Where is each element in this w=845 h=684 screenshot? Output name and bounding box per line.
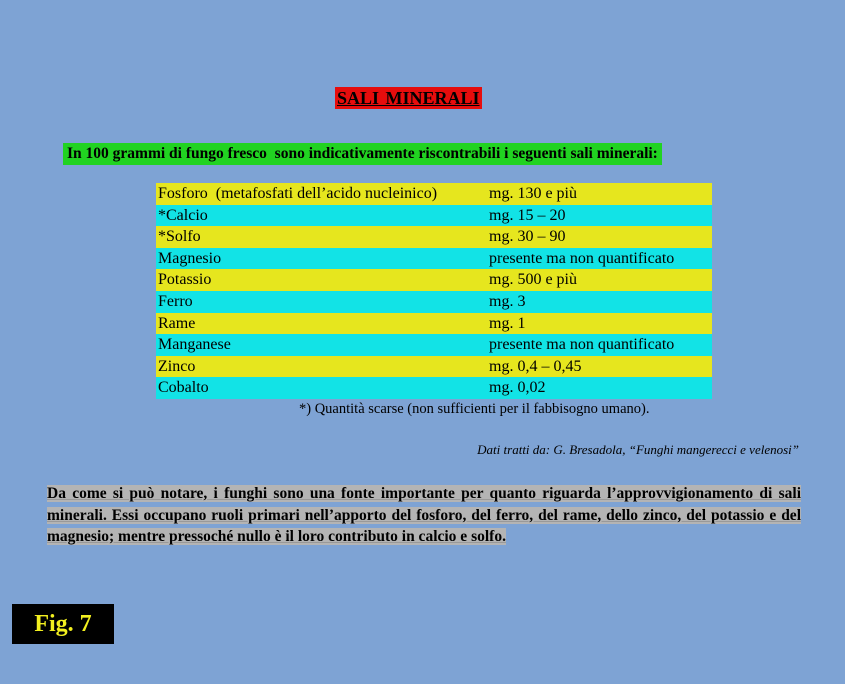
table-row	[156, 226, 712, 248]
table-intro: In 100 grammi di fungo fresco sono indicativamente riscontrabili i seguenti sali minerali:	[63, 143, 662, 165]
mineral-value: mg. 3	[489, 292, 526, 310]
table-row	[156, 291, 712, 313]
summary-paragraph	[47, 483, 801, 548]
minerals-table	[156, 183, 712, 399]
mineral-value: presente ma non quantificato	[489, 336, 675, 354]
mineral-name: Potassio	[158, 271, 212, 289]
mineral-name: Rame	[158, 314, 196, 332]
mineral-value: mg. 0,4 – 0,45	[489, 357, 582, 375]
table-footnote: *) Quantità scarse (non sufficienti per il fabbisogno umano).	[299, 401, 650, 417]
mineral-value: mg. 500 e più	[489, 271, 577, 289]
table-row	[156, 205, 712, 227]
mineral-value: mg. 0,02	[489, 379, 546, 397]
mineral-value: presente ma non quantificato	[489, 249, 675, 267]
mineral-name: *Solfo	[158, 228, 201, 246]
table-row	[156, 356, 712, 378]
mineral-name: Fosforo (metafosfati dell’acido nucleinico)	[158, 185, 438, 202]
mineral-value: mg. 30 – 90	[489, 228, 566, 246]
table-row	[156, 313, 712, 335]
mineral-name: Zinco	[158, 357, 196, 375]
mineral-name: Magnesio	[158, 249, 222, 267]
table-row	[156, 248, 712, 270]
mineral-value: mg. 15 – 20	[489, 206, 566, 224]
mineral-name: Cobalto	[158, 379, 209, 397]
mineral-name: *Calcio	[158, 206, 208, 224]
table-row	[156, 334, 712, 356]
source-citation: Dati tratti da: G. Bresadola, “Funghi mangerecci e velenosi”	[477, 442, 799, 457]
mineral-name: Manganese	[158, 336, 231, 354]
summary-text: Da come si può notare, i funghi sono una fonte importante per quanto riguarda l’approvvigionamento di sali minerali. Essi occupano ruoli primari nell’apporto del fosforo, del ferro, del rame, dello zinco, del potassio e del magnesio; mentre pressoché nullo è il loro contributo in calcio e solfo.	[47, 485, 801, 545]
mineral-value: mg. 1	[489, 314, 526, 332]
table-row	[156, 269, 712, 291]
table-row	[156, 183, 712, 205]
mineral-value: mg. 130 e più	[489, 185, 577, 202]
table-row	[156, 377, 712, 399]
page-title: SALI MINERALI	[337, 88, 480, 108]
figure-label: Fig. 7	[12, 604, 114, 644]
mineral-name: Ferro	[158, 292, 193, 310]
